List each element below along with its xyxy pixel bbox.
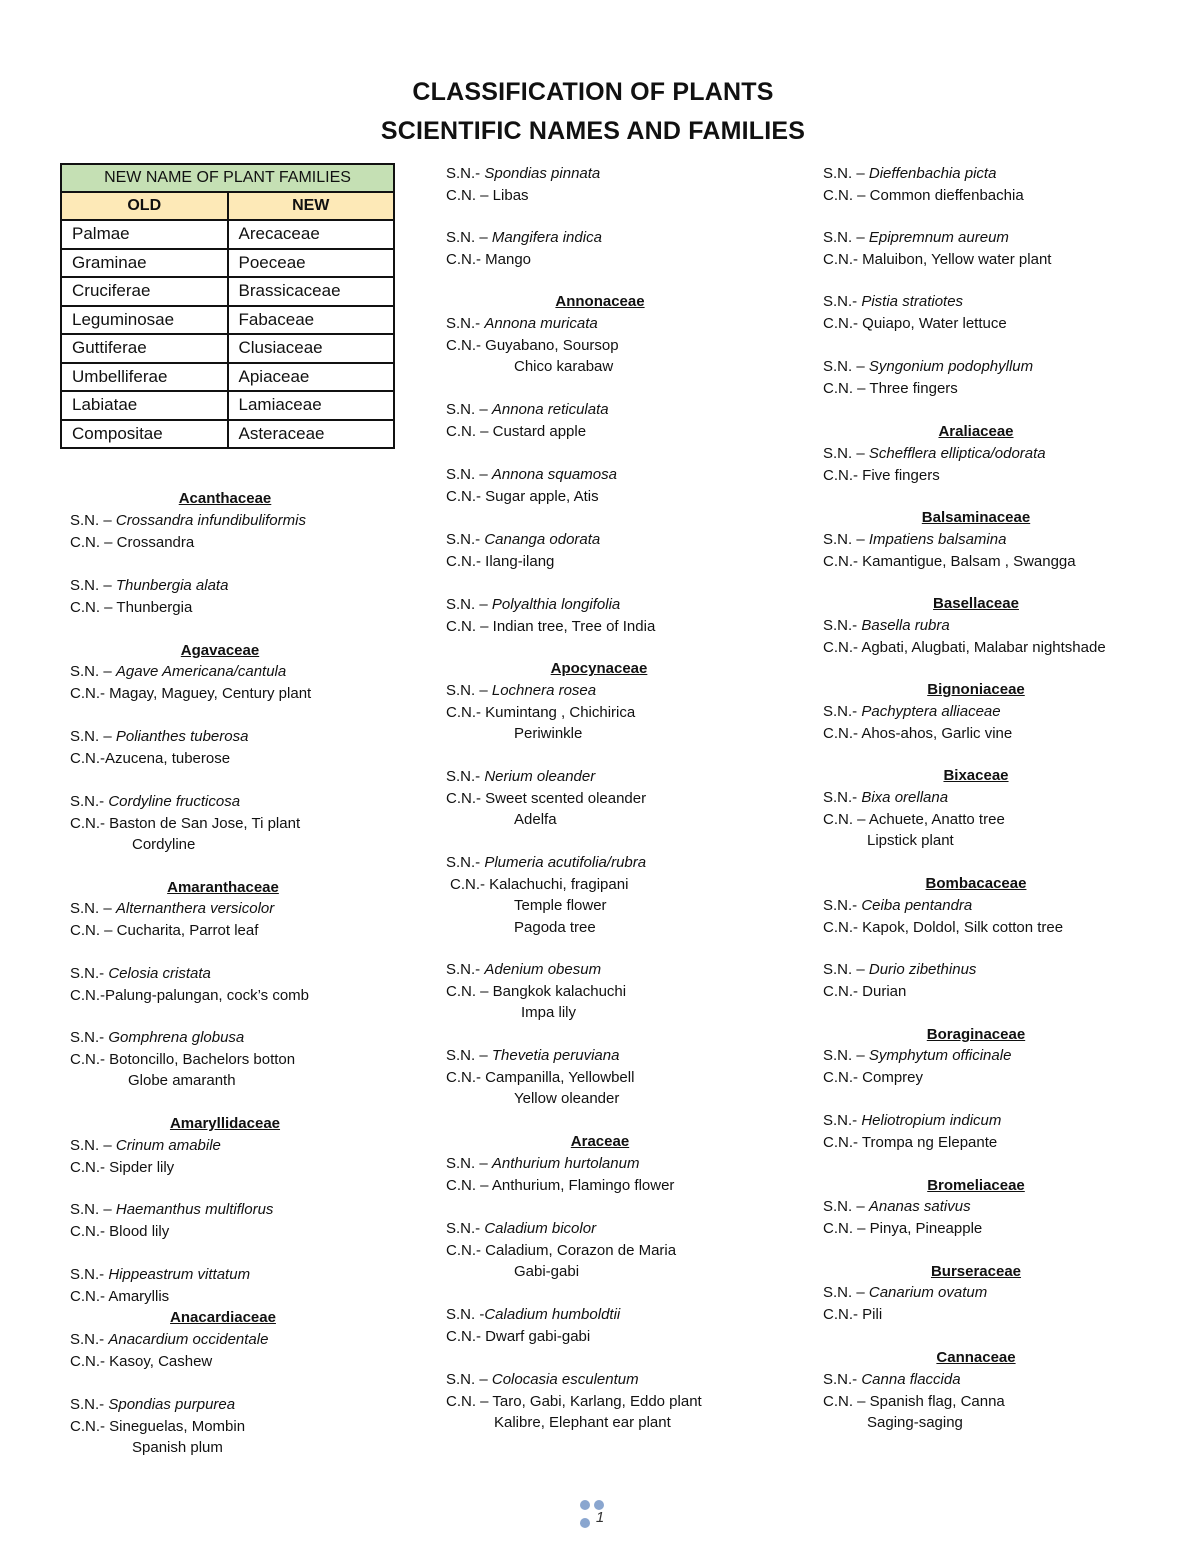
common-name: C.N.- Kumintang , Chichirica [446, 703, 636, 721]
plant-entry: S.N. – Haemanthus multiflorus C.N.- Blood lily [70, 1199, 273, 1242]
common-name: C.N.- Quiapo, Water lettuce [823, 314, 1007, 332]
scientific-name: Annona reticulata [491, 401, 609, 418]
old-name: Graminae [61, 249, 228, 278]
scientific-name: Pistia stratiotes [861, 293, 964, 310]
table-row [61, 334, 394, 363]
plant-entry: S.N. – Agave Americana/cantula C.N.- Magay, Maguey, Century plant [70, 661, 311, 704]
scientific-name: Schefflera elliptica/odorata [868, 445, 1046, 462]
table-row [61, 420, 394, 449]
scientific-name: Alternanthera versicolor [115, 900, 275, 917]
document-title: CLASSIFICATION OF PLANTS [412, 78, 774, 106]
common-name: Chico karabaw [514, 358, 614, 376]
table-row [61, 220, 394, 249]
plant-entry: S.N. – Alternanthera versicolor C.N. – Cucharita, Parrot leaf [70, 898, 274, 941]
scientific-name: Pachyptera alliaceae [861, 703, 1001, 720]
plant-entry: S.N. – Polyalthia longifolia C.N. – Indian tree, Tree of India [446, 594, 655, 637]
scientific-name: Caladium humboldtii [484, 1306, 621, 1323]
common-name: C.N.- Kamantigue, Balsam , Swangga [823, 552, 1076, 570]
common-name: C.N. – Three fingers [823, 379, 958, 397]
plant-entry: S.N. – Schefflera elliptica/odorata C.N.- Five fingers [823, 443, 1046, 486]
plant-entry: S.N.- Nerium oleander C.N.- Sweet scented oleander Adelfa [446, 766, 646, 831]
scientific-name: Plumeria acutifolia/rubra [484, 854, 647, 871]
plant-entry: S.N.- Heliotropium indicum C.N.- Trompa ng Elepante [823, 1110, 1001, 1153]
plant-entry: S.N. -Caladium humboldtii C.N.- Dwarf gabi-gabi [446, 1304, 620, 1347]
plant-entry: S.N.- Celosia cristata C.N.-Palung-palungan, cock’s comb [70, 963, 309, 1006]
old-name: Labiatae [61, 391, 228, 420]
footer-dots-icon [580, 1497, 620, 1509]
page-number: 1 [595, 1509, 605, 1526]
common-name: C.N.- Pili [823, 1305, 883, 1323]
family-heading: Annonaceae [555, 293, 645, 310]
common-name: C.N. – Indian tree, Tree of India [446, 617, 656, 635]
table-row [61, 363, 394, 392]
plant-entry: S.N. – Impatiens balsamina C.N.- Kamantigue, Balsam , Swangga [823, 529, 1076, 572]
scientific-name: Ananas sativus [868, 1198, 971, 1215]
common-name: C.N.- Sugar apple, Atis [446, 487, 599, 505]
common-name: C.N. – Bangkok kalachuchi [446, 982, 627, 1000]
common-name: C.N.- Baston de San Jose, Ti plant [70, 814, 301, 832]
scientific-name: Symphytum officinale [868, 1047, 1012, 1064]
scientific-name: Nerium oleander [484, 768, 596, 785]
family-heading: Basellaceae [933, 595, 1019, 612]
common-name: C.N.-Azucena, tuberose [70, 749, 231, 767]
table-row [61, 391, 394, 420]
scientific-name: Annona squamosa [491, 466, 617, 483]
family-heading: Burseraceae [930, 1263, 1022, 1280]
common-name: C.N.- Campanilla, Yellowbell [446, 1068, 635, 1086]
old-name: Cruciferae [61, 277, 228, 306]
plant-entry: S.N.- Cananga odorata C.N.- Ilang-ilang [446, 529, 600, 572]
common-name: C.N. – Libas [446, 186, 529, 204]
plant-entry: S.N. – Colocasia esculentum C.N. – Taro, Gabi, Karlang, Eddo plant Kalibre, Elephant ear plant [446, 1369, 702, 1434]
new-name: Lamiaceae [228, 391, 395, 420]
scientific-name: Cordyline fructicosa [108, 793, 241, 810]
scientific-name: Spondias purpurea [108, 1396, 236, 1413]
common-name: C.N.- Caladium, Corazon de Maria [446, 1241, 677, 1259]
scientific-name: Syngonium podophyllum [868, 358, 1034, 375]
plant-entry: S.N. – Ananas sativus C.N. – Pinya, Pineapple [823, 1196, 982, 1239]
common-name: C.N. – Spanish flag, Canna [823, 1392, 1005, 1410]
plant-entry: S.N. – Anthurium hurtolanum C.N. – Anthurium, Flamingo flower [446, 1153, 674, 1196]
old-name: Palmae [61, 220, 228, 249]
plant-entry: S.N. – Annona reticulata C.N. – Custard apple [446, 399, 609, 442]
family-heading: Cannaceae [936, 1349, 1016, 1366]
plant-entry: S.N. – Crinum amabile C.N.- Sipder lily [70, 1135, 221, 1178]
plant-entry: S.N. – Syngonium podophyllum C.N. – Three fingers [823, 356, 1033, 399]
common-name: C.N. – Thunbergia [70, 598, 193, 616]
common-name: Spanish plum [132, 1439, 223, 1457]
plant-entry: S.N.- Gomphrena globusa C.N.- Botoncillo, Bachelors botton Globe amaranth [70, 1027, 295, 1092]
common-name: C.N.- Kapok, Doldol, Silk cotton tree [823, 918, 1064, 936]
old-name: Leguminosae [61, 306, 228, 335]
old-name: Compositae [61, 420, 228, 449]
scientific-name: Gomphrena globusa [108, 1029, 245, 1046]
scientific-name: Celosia cristata [108, 965, 211, 982]
new-name: Asteraceae [228, 420, 395, 449]
scientific-name: Cananga odorata [484, 531, 601, 548]
scientific-name: Agave Americana/cantula [115, 663, 287, 680]
family-heading: Bromeliaceae [927, 1177, 1025, 1194]
plant-entry: S.N.- Hippeastrum vittatum C.N.- Amaryllis [70, 1264, 250, 1307]
plant-entry: S.N. – Symphytum officinale C.N.- Comprey [823, 1045, 1011, 1088]
scientific-name: Basella rubra [861, 617, 950, 634]
common-name: C.N. – Common dieffenbachia [823, 186, 1024, 204]
scientific-name: Annona muricata [484, 315, 598, 332]
plant-entry: S.N. – Durio zibethinus C.N.- Durian [823, 959, 976, 1002]
common-name: C.N.- Amaryllis [70, 1287, 170, 1305]
family-heading: Boraginaceae [926, 1026, 1026, 1043]
plant-entry: S.N.- Anacardium occidentale C.N.- Kasoy, Cashew [70, 1329, 268, 1372]
table-row [61, 306, 394, 335]
common-name: Pagoda tree [514, 918, 596, 936]
scientific-name: Ceiba pentandra [861, 897, 973, 914]
common-name: C.N.- Blood lily [70, 1222, 170, 1240]
scientific-name: Colocasia esculentum [491, 1371, 639, 1388]
plant-entry: S.N.- Plumeria acutifolia/rubra C.N.- Kalachuchi, fragipani Temple flower Pagoda tree [446, 852, 646, 938]
plant-entry: S.N.- Pachyptera alliaceae C.N.- Ahos-ahos, Garlic vine [823, 701, 1012, 744]
common-name: C.N.- Sineguelas, Mombin [70, 1417, 246, 1435]
family-heading: Araceae [570, 1133, 630, 1150]
family-heading: Agavaceae [180, 642, 260, 659]
scientific-name: Spondias pinnata [484, 165, 601, 182]
common-name: C.N. – Pinya, Pineapple [823, 1219, 983, 1237]
plant-entry: S.N. – Annona squamosa C.N.- Sugar apple, Atis [446, 464, 617, 507]
scientific-name: Durio zibethinus [868, 961, 977, 978]
common-name: Yellow oleander [514, 1090, 620, 1108]
scientific-name: Canna flaccida [861, 1371, 961, 1388]
plant-entry: S.N.- Spondias pinnata C.N. – Libas [446, 163, 600, 206]
table-heading: NEW NAME OF PLANT FAMILIES [61, 164, 394, 192]
plant-entry: S.N. – Dieffenbachia picta C.N. – Common dieffenbachia [823, 163, 1024, 206]
common-name: C.N.- Sipder lily [70, 1158, 175, 1176]
plant-entry: S.N. – Thevetia peruviana C.N.- Campanilla, Yellowbell Yellow oleander [446, 1045, 634, 1110]
scientific-name: Crinum amabile [115, 1137, 221, 1154]
plant-entry: S.N.- Annona muricata C.N.- Guyabano, Soursop Chico karabaw [446, 313, 619, 378]
common-name: Temple flower [514, 897, 607, 915]
scientific-name: Mangifera indica [491, 229, 602, 246]
common-name: C.N. – Anthurium, Flamingo flower [446, 1176, 675, 1194]
common-name: C.N.- Mango [446, 250, 532, 268]
column-header-old: OLD [61, 192, 228, 220]
common-name: C.N.- Magay, Maguey, Century plant [70, 684, 312, 702]
new-name: Brassicaceae [228, 277, 395, 306]
scientific-name: Haemanthus multiflorus [115, 1201, 274, 1218]
scientific-name: Crossandra infundibuliformis [115, 512, 306, 529]
common-name: C.N.- Dwarf gabi-gabi [446, 1327, 591, 1345]
plant-entry: S.N.- Adenium obesum C.N. – Bangkok kalachuchi Impa lily [446, 959, 626, 1024]
plant-entry: S.N.- Caladium bicolor C.N.- Caladium, Corazon de Maria Gabi-gabi [446, 1218, 676, 1283]
plant-entry: S.N.- Bixa orellana C.N. – Achuete, Anatto tree Lipstick plant [823, 787, 1005, 852]
common-name: C.N.- Sweet scented oleander [446, 789, 647, 807]
scientific-name: Polyalthia longifolia [491, 596, 621, 613]
plant-entry: S.N.- Canna flaccida C.N. – Spanish flag, Canna Saging-saging [823, 1369, 1005, 1434]
common-name: C.N.- Maluibon, Yellow water plant [823, 250, 1052, 268]
common-name: C.N.- Agbati, Alugbati, Malabar nightshade [823, 638, 1106, 656]
family-heading: Amaranthaceae [167, 879, 279, 896]
common-name: C.N.- Ilang-ilang [446, 552, 555, 570]
family-heading: Araliaceae [938, 423, 1014, 440]
common-name: Saging-saging [867, 1414, 963, 1432]
old-name: Umbelliferae [61, 363, 228, 392]
old-name: Guttiferae [61, 334, 228, 363]
plant-entry: S.N. – Epipremnum aureum C.N.- Maluibon, Yellow water plant [823, 227, 1051, 270]
common-name: Gabi-gabi [514, 1263, 580, 1281]
common-name: C.N.- Five fingers [823, 466, 940, 484]
table-row [61, 249, 394, 278]
new-name: Fabaceae [228, 306, 395, 335]
common-name: C.N.- Comprey [823, 1068, 924, 1086]
new-name: Poeceae [228, 249, 395, 278]
scientific-name: Adenium obesum [484, 961, 602, 978]
plant-entry: S.N.- Spondias purpurea C.N.- Sineguelas, Mombin Spanish plum [70, 1394, 245, 1459]
family-heading: Apocynaceae [550, 660, 648, 677]
new-name: Clusiaceae [228, 334, 395, 363]
plant-entry: S.N. – Polianthes tuberosa C.N.-Azucena, tuberose [70, 726, 248, 769]
scientific-name: Hippeastrum vittatum [108, 1266, 251, 1283]
scientific-name: Impatiens balsamina [868, 531, 1007, 548]
scientific-name: Thunbergia alata [115, 577, 229, 594]
plant-entry: S.N.- Pistia stratiotes C.N.- Quiapo, Water lettuce [823, 291, 1007, 334]
scientific-name: Thevetia peruviana [491, 1047, 620, 1064]
family-heading: Acanthaceae [178, 490, 272, 507]
plant-entry: S.N.- Basella rubra C.N.- Agbati, Alugbati, Malabar nightshade [823, 615, 1106, 658]
common-name: C.N. – Cucharita, Parrot leaf [70, 921, 259, 939]
common-name: C.N. – Taro, Gabi, Karlang, Eddo plant [446, 1392, 702, 1410]
plant-entry: S.N. – Crossandra infundibuliformis C.N. – Crossandra [70, 510, 306, 553]
plant-entry: S.N. – Canarium ovatum C.N.- Pili [823, 1282, 987, 1325]
common-name: C.N.- Guyabano, Soursop [446, 336, 619, 354]
new-name: Arecaceae [228, 220, 395, 249]
common-name: Kalibre, Elephant ear plant [494, 1414, 671, 1432]
scientific-name: Caladium bicolor [484, 1220, 597, 1237]
common-name: C.N. – Achuete, Anatto tree [823, 810, 1005, 828]
scientific-name: Dieffenbachia picta [868, 165, 997, 182]
common-name: C.N. – Crossandra [70, 533, 195, 551]
plant-entry: S.N. – Thunbergia alata C.N. – Thunbergia [70, 575, 228, 618]
common-name: C.N.- Botoncillo, Bachelors botton [70, 1050, 296, 1068]
family-heading: Bignoniaceae [927, 681, 1025, 698]
family-heading: Amaryllidaceae [169, 1115, 281, 1132]
common-name: C.N.- Durian [823, 982, 907, 1000]
family-rename-table [60, 163, 395, 449]
scientific-name: Lochnera rosea [491, 682, 597, 699]
new-name: Apiaceae [228, 363, 395, 392]
plant-entry: S.N. – Lochnera rosea C.N.- Kumintang , Chichirica Periwinkle [446, 680, 635, 745]
scientific-name: Anacardium occidentale [108, 1331, 269, 1348]
common-name: C.N.- Kalachuchi, fragipani [450, 875, 629, 893]
scientific-name: Heliotropium indicum [861, 1112, 1002, 1129]
plant-entry: S.N.- Ceiba pentandra C.N.- Kapok, Doldol, Silk cotton tree [823, 895, 1063, 938]
common-name: Lipstick plant [867, 832, 954, 850]
table-row [61, 277, 394, 306]
common-name: Globe amaranth [128, 1072, 236, 1090]
scientific-name: Epipremnum aureum [868, 229, 1009, 246]
common-name: C.N.- Ahos-ahos, Garlic vine [823, 724, 1013, 742]
common-name: Impa lily [521, 1004, 577, 1022]
family-heading: Anacardiaceae [170, 1309, 276, 1326]
family-heading: Balsaminaceae [921, 509, 1031, 526]
document-subtitle: SCIENTIFIC NAMES AND FAMILIES [380, 117, 806, 145]
common-name: C.N.- Trompa ng Elepante [823, 1133, 998, 1151]
scientific-name: Bixa orellana [861, 789, 949, 806]
family-heading: Bixaceae [943, 767, 1009, 784]
common-name: Cordyline [132, 836, 196, 854]
plant-entry: S.N.- Cordyline fructicosa C.N.- Baston de San Jose, Ti plant Cordyline [70, 791, 300, 856]
column-header-new: NEW [228, 192, 395, 220]
common-name: C.N. – Custard apple [446, 422, 587, 440]
common-name: Adelfa [514, 811, 557, 829]
family-heading: Bombacaceae [925, 875, 1027, 892]
scientific-name: Canarium ovatum [868, 1284, 988, 1301]
scientific-name: Polianthes tuberosa [115, 728, 249, 745]
scientific-name: Anthurium hurtolanum [491, 1155, 640, 1172]
plant-entry: S.N. – Mangifera indica C.N.- Mango [446, 227, 602, 270]
common-name: C.N.-Palung-palungan, cock’s comb [70, 986, 310, 1004]
common-name: C.N.- Kasoy, Cashew [70, 1352, 213, 1370]
common-name: Periwinkle [514, 725, 583, 743]
